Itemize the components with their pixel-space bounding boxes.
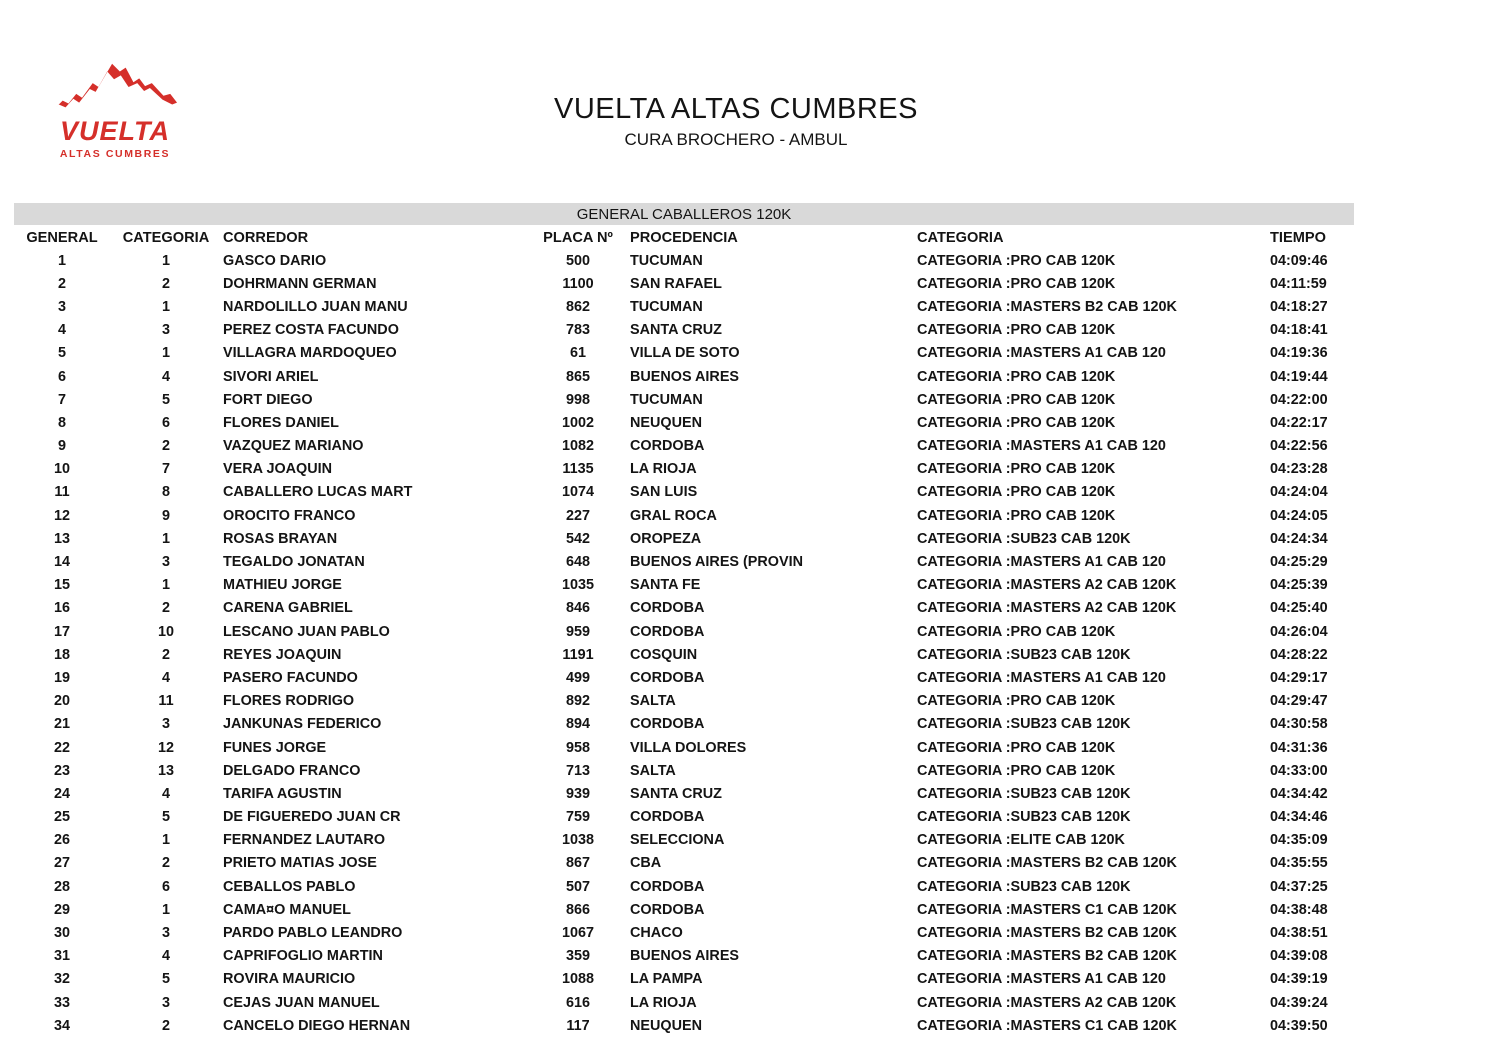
table-row: [14, 782, 1354, 805]
cell-corredor: FERNANDEZ LAUTARO: [223, 832, 386, 849]
cell-corredor: CARENA GABRIEL: [223, 600, 353, 617]
cell-general: 28: [53, 878, 70, 895]
cell-corredor: CANCELO DIEGO HERNAN: [223, 1017, 411, 1034]
cell-placa: 713: [565, 762, 590, 779]
cell-categoria-2: CATEGORIA :PRO CAB 120K: [917, 623, 1116, 640]
cell-placa: 1191: [562, 646, 594, 663]
page-subtitle: CURA BROCHERO - AMBUL: [624, 130, 848, 149]
cell-tiempo: 04:22:17: [1270, 414, 1328, 431]
cell-categoria: 2: [161, 600, 170, 617]
table-header-row: [14, 226, 1354, 249]
cell-corredor: VAZQUEZ MARIANO: [223, 438, 364, 455]
cell-general: 20: [53, 693, 70, 710]
cell-procedencia: CORDOBA: [630, 438, 705, 455]
col-header-tiempo: TIEMPO: [1270, 229, 1326, 246]
cell-tiempo: 04:18:27: [1270, 298, 1328, 315]
cell-categoria-2: CATEGORIA :MASTERS B2 CAB 120K: [917, 948, 1177, 965]
cell-general: 13: [53, 530, 70, 547]
cell-procedencia: BUENOS AIRES: [630, 368, 740, 385]
cell-categoria: 1: [161, 298, 170, 315]
cell-general: 22: [53, 739, 70, 756]
cell-categoria-2: CATEGORIA :PRO CAB 120K: [917, 391, 1116, 408]
cell-general: 14: [53, 554, 70, 571]
cell-placa: 866: [565, 901, 590, 918]
logo-subtitle: ALTAS CUMBRES: [59, 148, 171, 160]
cell-corredor: PARDO PABLO LEANDRO: [223, 925, 403, 942]
cell-corredor: LESCANO JUAN PABLO: [223, 623, 390, 640]
cell-procedencia: SELECCIONA: [630, 832, 725, 849]
cell-general: 25: [53, 809, 70, 826]
cell-tiempo: 04:23:28: [1270, 461, 1328, 478]
cell-tiempo: 04:19:44: [1270, 368, 1328, 385]
cell-procedencia: COSQUIN: [630, 646, 698, 663]
cell-tiempo: 04:18:41: [1270, 322, 1328, 339]
cell-procedencia: CORDOBA: [630, 878, 705, 895]
cell-corredor: PASERO FACUNDO: [223, 669, 358, 686]
cell-placa: 507: [565, 878, 590, 895]
cell-categoria: 2: [161, 438, 170, 455]
cell-general: 17: [53, 623, 70, 640]
cell-placa: 499: [565, 669, 590, 686]
cell-general: 10: [53, 461, 70, 478]
cell-procedencia: SANTA CRUZ: [630, 785, 722, 802]
table-row: [14, 435, 1354, 458]
cell-general: 18: [53, 646, 70, 663]
cell-corredor: CABALLERO LUCAS MART: [223, 484, 413, 501]
cell-procedencia: SALTA: [630, 693, 676, 710]
cell-categoria: 3: [161, 925, 170, 942]
page-title: VUELTA ALTAS CUMBRES: [553, 93, 918, 125]
cell-categoria: 4: [161, 948, 170, 965]
cell-tiempo: 04:28:22: [1270, 646, 1328, 663]
cell-general: 5: [57, 345, 66, 362]
cell-procedencia: LA PAMPA: [630, 971, 703, 988]
col-header-placa: PLACA Nº: [543, 229, 613, 246]
cell-tiempo: 04:25:39: [1270, 577, 1328, 594]
cell-placa: 1035: [561, 577, 594, 594]
cell-placa: 998: [565, 391, 590, 408]
cell-placa: 648: [565, 554, 590, 571]
cell-corredor: JANKUNAS FEDERICO: [223, 716, 382, 733]
cell-categoria: 3: [161, 716, 170, 733]
cell-categoria-2: CATEGORIA :PRO CAB 120K: [917, 275, 1116, 292]
table-row: [14, 504, 1354, 527]
cell-placa: 783: [565, 322, 590, 339]
cell-general: 21: [53, 716, 70, 733]
cell-categoria: 1: [161, 577, 170, 594]
cell-categoria-2: CATEGORIA :SUB23 CAB 120K: [917, 716, 1131, 733]
cell-corredor: OROCITO FRANCO: [223, 507, 356, 524]
cell-general: 34: [53, 1017, 70, 1034]
table-row: [14, 806, 1354, 829]
table-row: [14, 365, 1354, 388]
cell-placa: 1038: [561, 832, 594, 849]
table-row: [14, 319, 1354, 342]
cell-categoria-2: CATEGORIA :MASTERS B2 CAB 120K: [917, 298, 1177, 315]
cell-corredor: PRIETO MATIAS JOSE: [223, 855, 377, 872]
cell-general: 32: [53, 971, 70, 988]
col-header-corredor: CORREDOR: [223, 229, 309, 246]
cell-categoria-2: CATEGORIA :PRO CAB 120K: [917, 414, 1116, 431]
cell-corredor: VILLAGRA MARDOQUEO: [223, 345, 397, 362]
cell-procedencia: SANTA FE: [630, 577, 701, 594]
table-row: [14, 968, 1354, 991]
cell-categoria-2: CATEGORIA :SUB23 CAB 120K: [917, 530, 1131, 547]
cell-categoria: 7: [161, 461, 170, 478]
section-title: GENERAL CABALLEROS 120K: [576, 205, 792, 223]
cell-placa: 1074: [561, 484, 594, 501]
cell-categoria: 6: [161, 878, 170, 895]
cell-general: 9: [57, 438, 66, 455]
table-row: [14, 898, 1354, 921]
cell-categoria: 1: [161, 345, 170, 362]
cell-procedencia: CHACO: [630, 925, 683, 942]
cell-categoria: 3: [161, 994, 170, 1011]
col-header-procedencia: PROCEDENCIA: [630, 229, 738, 246]
cell-corredor: TARIFA AGUSTIN: [223, 785, 342, 802]
cell-categoria-2: CATEGORIA :PRO CAB 120K: [917, 484, 1116, 501]
cell-corredor: NARDOLILLO JUAN MANU: [223, 298, 408, 315]
table-row: [14, 945, 1354, 968]
cell-tiempo: 04:31:36: [1270, 739, 1328, 756]
cell-placa: 867: [565, 855, 590, 872]
cell-categoria: 5: [161, 971, 170, 988]
cell-tiempo: 04:24:05: [1270, 507, 1328, 524]
cell-procedencia: CORDOBA: [630, 600, 705, 617]
cell-procedencia: TUCUMAN: [630, 298, 703, 315]
cell-general: 3: [57, 298, 66, 315]
cell-categoria: 2: [161, 646, 170, 663]
cell-categoria: 5: [161, 809, 170, 826]
cell-categoria-2: CATEGORIA :PRO CAB 120K: [917, 461, 1116, 478]
cell-categoria-2: CATEGORIA :PRO CAB 120K: [917, 507, 1116, 524]
cell-categoria: 9: [161, 507, 170, 524]
table-row: [14, 527, 1354, 550]
cell-procedencia: LA RIOJA: [630, 461, 697, 478]
cell-categoria: 1: [161, 832, 170, 849]
cell-categoria-2: CATEGORIA :MASTERS A2 CAB 120K: [917, 600, 1177, 617]
cell-placa: 958: [565, 739, 590, 756]
cell-placa: 1082: [561, 438, 594, 455]
cell-general: 8: [57, 414, 66, 431]
cell-placa: 227: [565, 507, 590, 524]
cell-corredor: FLORES DANIEL: [223, 414, 339, 431]
cell-placa: 359: [565, 948, 590, 965]
cell-procedencia: CORDOBA: [630, 901, 705, 918]
cell-tiempo: 04:29:47: [1270, 693, 1328, 710]
cell-tiempo: 04:35:55: [1270, 855, 1328, 872]
cell-corredor: ROVIRA MAURICIO: [223, 971, 356, 988]
cell-tiempo: 04:38:48: [1270, 901, 1328, 918]
cell-placa: 759: [565, 809, 590, 826]
cell-procedencia: VILLA DOLORES: [630, 739, 747, 756]
cell-categoria-2: CATEGORIA :MASTERS A1 CAB 120: [917, 669, 1166, 686]
cell-corredor: DELGADO FRANCO: [223, 762, 361, 779]
cell-corredor: REYES JOAQUIN: [223, 646, 342, 663]
col-header-categoria-2: CATEGORIA: [917, 229, 1004, 246]
cell-placa: 939: [565, 785, 590, 802]
table-row: [14, 249, 1354, 272]
table-row: [14, 736, 1354, 759]
cell-categoria-2: CATEGORIA :PRO CAB 120K: [917, 693, 1116, 710]
cell-general: 33: [53, 994, 70, 1011]
cell-tiempo: 04:39:50: [1270, 1017, 1328, 1034]
cell-corredor: FUNES JORGE: [223, 739, 327, 756]
cell-placa: 1135: [562, 461, 594, 478]
table-row: [14, 620, 1354, 643]
cell-procedencia: CORDOBA: [630, 623, 705, 640]
cell-corredor: FORT DIEGO: [223, 391, 313, 408]
table-row: [14, 272, 1354, 295]
cell-general: 19: [53, 669, 70, 686]
cell-placa: 1100: [562, 275, 594, 292]
cell-categoria-2: CATEGORIA :MASTERS A1 CAB 120: [917, 971, 1166, 988]
cell-tiempo: 04:30:58: [1270, 716, 1328, 733]
cell-procedencia: CORDOBA: [630, 809, 705, 826]
cell-procedencia: NEUQUEN: [630, 1017, 702, 1034]
cell-tiempo: 04:35:09: [1270, 832, 1328, 849]
cell-categoria: 2: [161, 275, 170, 292]
cell-placa: 894: [565, 716, 590, 733]
logo-wordmark: VUELTA: [60, 116, 170, 146]
cell-general: 6: [57, 368, 66, 385]
cell-categoria: 4: [161, 785, 170, 802]
cell-categoria-2: CATEGORIA :PRO CAB 120K: [917, 368, 1116, 385]
cell-placa: 892: [565, 693, 590, 710]
cell-procedencia: CBA: [630, 855, 662, 872]
cell-general: 24: [53, 785, 70, 802]
cell-corredor: DOHRMANN GERMAN: [223, 275, 377, 292]
cell-general: 7: [57, 391, 66, 408]
cell-procedencia: SAN RAFAEL: [630, 275, 722, 292]
cell-general: 2: [57, 275, 66, 292]
table-row: [14, 713, 1354, 736]
table-row: [14, 852, 1354, 875]
cell-general: 12: [53, 507, 70, 524]
cell-tiempo: 04:25:40: [1270, 600, 1328, 617]
table-row: [14, 991, 1354, 1014]
cell-procedencia: CORDOBA: [630, 669, 705, 686]
cell-corredor: CAMA¤O MANUEL: [223, 901, 351, 918]
section-band: [14, 203, 1354, 225]
cell-procedencia: NEUQUEN: [630, 414, 702, 431]
cell-procedencia: OROPEZA: [630, 530, 702, 547]
cell-corredor: CAPRIFOGLIO MARTIN: [223, 948, 383, 965]
cell-general: 15: [53, 577, 70, 594]
cell-general: 16: [53, 600, 70, 617]
cell-placa: 1002: [561, 414, 594, 431]
cell-corredor: TEGALDO JONATAN: [223, 554, 365, 571]
cell-categoria-2: CATEGORIA :MASTERS A1 CAB 120: [917, 438, 1166, 455]
cell-tiempo: 04:39:08: [1270, 948, 1328, 965]
cell-tiempo: 04:11:59: [1270, 275, 1327, 292]
cell-tiempo: 04:19:36: [1270, 345, 1328, 362]
cell-procedencia: SANTA CRUZ: [630, 322, 722, 339]
cell-placa: 542: [565, 530, 590, 547]
cell-categoria: 12: [157, 739, 174, 756]
cell-categoria-2: CATEGORIA :MASTERS C1 CAB 120K: [917, 901, 1177, 918]
cell-corredor: SIVORI ARIEL: [223, 368, 319, 385]
cell-tiempo: 04:09:46: [1270, 252, 1328, 269]
cell-procedencia: TUCUMAN: [630, 391, 703, 408]
col-header-categoria: CATEGORIA: [122, 229, 210, 246]
cell-tiempo: 04:39:19: [1270, 971, 1328, 988]
cell-tiempo: 04:37:25: [1270, 878, 1328, 895]
table-row: [14, 295, 1354, 318]
cell-placa: 865: [565, 368, 590, 385]
cell-categoria-2: CATEGORIA :MASTERS B2 CAB 120K: [917, 925, 1177, 942]
cell-categoria: 2: [161, 1017, 170, 1034]
cell-general: 4: [57, 322, 66, 339]
table-row: [14, 875, 1354, 898]
table-row: [14, 411, 1354, 434]
cell-categoria-2: CATEGORIA :SUB23 CAB 120K: [917, 646, 1131, 663]
cell-tiempo: 04:29:17: [1270, 669, 1328, 686]
cell-categoria-2: CATEGORIA :PRO CAB 120K: [917, 739, 1116, 756]
cell-categoria-2: CATEGORIA :SUB23 CAB 120K: [917, 878, 1131, 895]
cell-categoria-2: CATEGORIA :MASTERS C1 CAB 120K: [917, 1017, 1177, 1034]
cell-corredor: CEJAS JUAN MANUEL: [223, 994, 380, 1011]
cell-tiempo: 04:22:00: [1270, 391, 1328, 408]
cell-corredor: CEBALLOS PABLO: [223, 878, 356, 895]
cell-general: 27: [53, 855, 70, 872]
table-row: [14, 666, 1354, 689]
table-row: [14, 597, 1354, 620]
table-row: [14, 388, 1354, 411]
cell-placa: 1088: [561, 971, 594, 988]
cell-corredor: ROSAS BRAYAN: [223, 530, 338, 547]
cell-placa: 616: [565, 994, 590, 1011]
cell-placa: 61: [569, 345, 586, 362]
cell-procedencia: SALTA: [630, 762, 676, 779]
cell-general: 29: [53, 901, 70, 918]
cell-tiempo: 04:22:56: [1270, 438, 1328, 455]
cell-categoria: 8: [161, 484, 170, 501]
cell-procedencia: SAN LUIS: [630, 484, 698, 501]
cell-procedencia: BUENOS AIRES (PROVIN: [630, 554, 803, 571]
cell-categoria-2: CATEGORIA :MASTERS A1 CAB 120: [917, 345, 1166, 362]
cell-categoria-2: CATEGORIA :MASTERS A1 CAB 120: [917, 554, 1166, 571]
table-row: [14, 829, 1354, 852]
col-header-general: GENERAL: [26, 229, 98, 246]
cell-procedencia: CORDOBA: [630, 716, 705, 733]
table-row: [14, 342, 1354, 365]
cell-categoria-2: CATEGORIA :PRO CAB 120K: [917, 322, 1116, 339]
cell-categoria: 11: [158, 693, 174, 710]
cell-placa: 862: [565, 298, 590, 315]
cell-corredor: DE FIGUEREDO JUAN CR: [223, 809, 401, 826]
cell-categoria: 3: [161, 554, 170, 571]
results-body: [14, 249, 1354, 1037]
cell-general: 31: [53, 948, 70, 965]
cell-tiempo: 04:38:51: [1270, 925, 1328, 942]
cell-categoria-2: CATEGORIA :MASTERS B2 CAB 120K: [917, 855, 1177, 872]
cell-categoria-2: CATEGORIA :PRO CAB 120K: [917, 252, 1116, 269]
cell-procedencia: LA RIOJA: [630, 994, 697, 1011]
table-row: [14, 574, 1354, 597]
cell-procedencia: TUCUMAN: [630, 252, 703, 269]
cell-corredor: FLORES RODRIGO: [223, 693, 355, 710]
cell-tiempo: 04:24:04: [1270, 484, 1328, 501]
cell-tiempo: 04:34:42: [1270, 785, 1328, 802]
table-row: [14, 458, 1354, 481]
cell-procedencia: BUENOS AIRES: [630, 948, 740, 965]
cell-categoria: 13: [157, 762, 174, 779]
cell-tiempo: 04:33:00: [1270, 762, 1328, 779]
cell-placa: 959: [565, 623, 590, 640]
cell-corredor: VERA JOAQUIN: [223, 461, 333, 478]
table-row: [14, 1014, 1354, 1037]
cell-placa: 117: [566, 1017, 590, 1034]
cell-categoria: 4: [161, 669, 170, 686]
cell-tiempo: 04:39:24: [1270, 994, 1328, 1011]
cell-categoria: 4: [161, 368, 170, 385]
cell-tiempo: 04:26:04: [1270, 623, 1328, 640]
cell-categoria-2: CATEGORIA :MASTERS A2 CAB 120K: [917, 577, 1177, 594]
cell-corredor: MATHIEU JORGE: [223, 577, 342, 594]
table-row: [14, 643, 1354, 666]
cell-general: 23: [53, 762, 70, 779]
cell-placa: 500: [565, 252, 590, 269]
cell-categoria: 1: [161, 901, 170, 918]
cell-categoria: 6: [161, 414, 170, 431]
table-row: [14, 690, 1354, 713]
cell-categoria-2: CATEGORIA :SUB23 CAB 120K: [917, 785, 1131, 802]
cell-categoria-2: CATEGORIA :ELITE CAB 120K: [917, 832, 1125, 849]
cell-categoria: 3: [161, 322, 170, 339]
table-row: [14, 921, 1354, 944]
cell-categoria: 2: [161, 855, 170, 872]
cell-tiempo: 04:24:34: [1270, 530, 1328, 547]
cell-procedencia: GRAL ROCA: [630, 507, 717, 524]
cell-categoria: 1: [161, 530, 170, 547]
cell-general: 30: [53, 925, 70, 942]
cell-categoria-2: CATEGORIA :SUB23 CAB 120K: [917, 809, 1131, 826]
cell-tiempo: 04:25:29: [1270, 554, 1328, 571]
cell-categoria: 1: [161, 252, 170, 269]
table-row: [14, 759, 1354, 782]
cell-categoria: 5: [161, 391, 170, 408]
cell-corredor: PEREZ COSTA FACUNDO: [223, 322, 399, 339]
cell-placa: 1067: [561, 925, 594, 942]
cell-categoria-2: CATEGORIA :PRO CAB 120K: [917, 762, 1116, 779]
table-row: [14, 550, 1354, 573]
cell-categoria: 10: [157, 623, 174, 640]
cell-corredor: GASCO DARIO: [223, 252, 327, 269]
cell-tiempo: 04:34:46: [1270, 809, 1328, 826]
cell-procedencia: VILLA DE SOTO: [630, 345, 740, 362]
cell-general: 11: [54, 484, 70, 501]
table-row: [14, 481, 1354, 504]
cell-categoria-2: CATEGORIA :MASTERS A2 CAB 120K: [917, 994, 1177, 1011]
cell-general: 1: [57, 252, 66, 269]
cell-general: 26: [53, 832, 70, 849]
cell-placa: 846: [565, 600, 590, 617]
